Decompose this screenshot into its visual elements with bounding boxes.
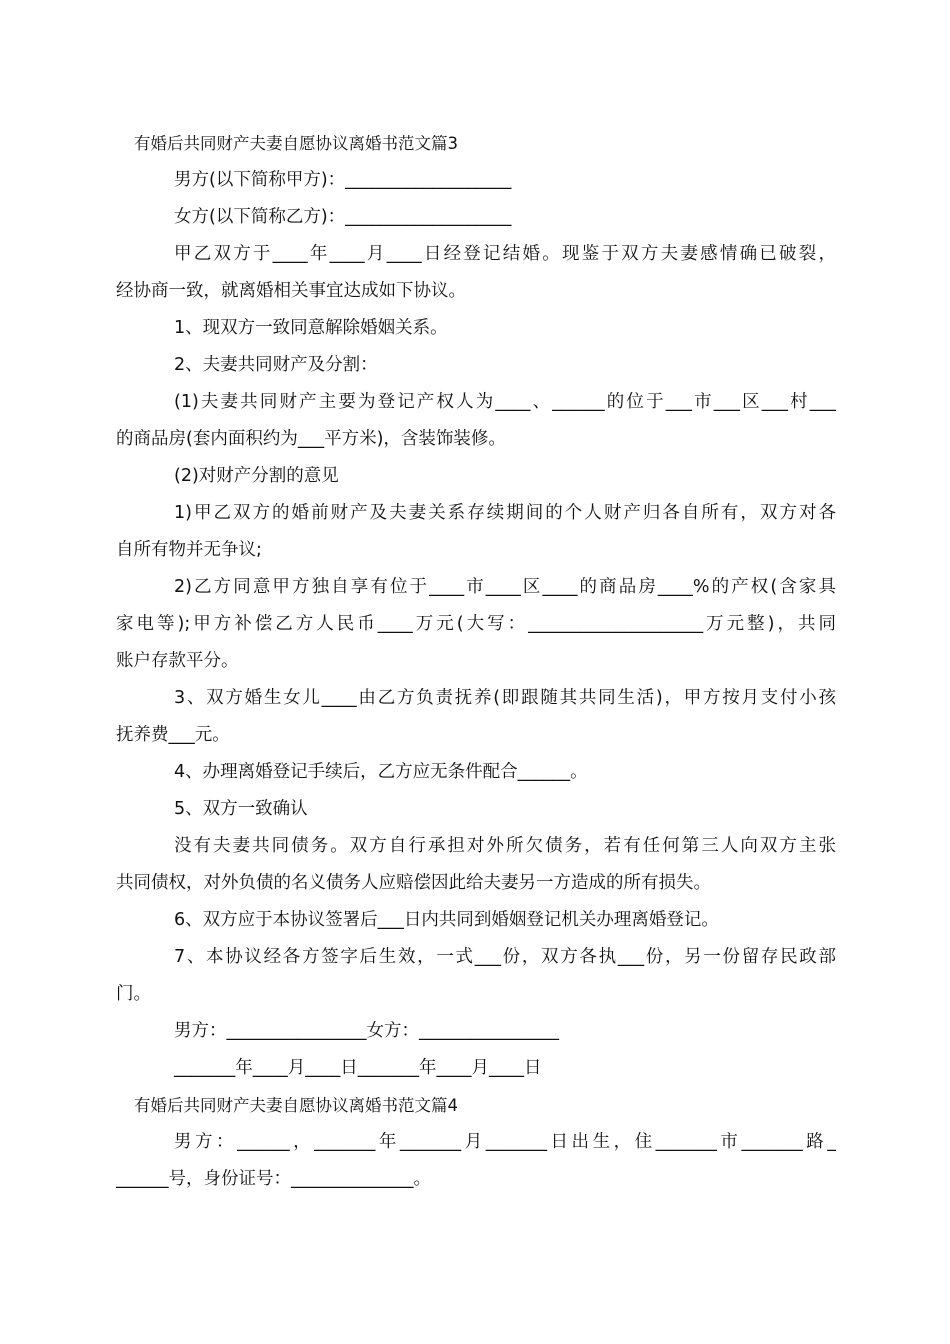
paragraph-line: (1)夫妻共同财产主要为登记产权人为____、______的位于___市___区___村___	[174, 392, 836, 412]
paragraph-line: 甲乙双方于____年____月____日经登记结婚。现鉴于双方夫妻感情确已破裂，	[174, 244, 836, 264]
paragraph-line: 2、夫妻共同财产及分割：	[174, 355, 378, 375]
paragraph-line: 账户存款平分。	[116, 651, 239, 671]
date-line: _______年____月____日_______年____月____日	[174, 1058, 542, 1078]
document-body	[116, 125, 836, 1198]
paragraph-line: ______号，身份证号：______________。	[116, 1169, 431, 1189]
paragraph-line: (2)对财产分割的意见	[174, 466, 339, 486]
paragraph-line: 7、本协议经各方签字后生效，一式___份，双方各执___份，另一份留存民政部	[174, 947, 836, 967]
paragraph-line: 男方：______，_______年_______月_______日出生，住_______市_______路_	[174, 1132, 836, 1152]
section-heading-4: 有婚后共同财产夫妻自愿协议离婚书范文篇4	[134, 1096, 458, 1115]
paragraph-line: 男方(以下简称甲方)：___________________	[174, 170, 512, 190]
paragraph-line: 1)甲乙双方的婚前财产及夫妻关系存续期间的个人财产归各自所有，双方对各	[174, 503, 836, 523]
paragraph-line: 5、双方一致确认	[174, 799, 308, 819]
paragraph-line: 自所有物并无争议;	[116, 540, 262, 560]
paragraph-line: 共同债权，对外负债的名义债务人应赔偿因此给夫妻另一方造成的所有损失。	[116, 873, 711, 893]
paragraph-line: 经协商一致，就离婚相关事宜达成如下协议。	[116, 281, 466, 301]
paragraph-line: 家电等);甲方补偿乙方人民币____万元(大写：____________________万元整)，共同	[116, 614, 836, 634]
paragraph-line: 1、现双方一致同意解除婚姻关系。	[174, 318, 448, 338]
section-heading-3: 有婚后共同财产夫妻自愿协议离婚书范文篇3	[134, 134, 458, 153]
paragraph-line: 抚养费___元。	[116, 725, 230, 745]
signature-line: 男方：________________女方：________________	[174, 1021, 559, 1041]
paragraph-line: 女方(以下简称乙方)：___________________	[174, 207, 512, 227]
paragraph-line: 的商品房(套内面积约为___平方米)，含装饰装修。	[116, 429, 506, 449]
paragraph-line: 4、办理离婚登记手续后，乙方应无条件配合______。	[174, 762, 588, 782]
paragraph-line: 6、双方应于本协议签署后___日内共同到婚姻登记机关办理离婚登记。	[174, 910, 719, 930]
paragraph-line: 3、双方婚生女儿____由乙方负责抚养(即跟随其共同生活)，甲方按月支付小孩	[174, 688, 836, 708]
paragraph-line: 没有夫妻共同债务。双方自行承担对外所欠债务，若有任何第三人向双方主张	[174, 836, 836, 856]
paragraph-line: 门。	[116, 984, 151, 1004]
paragraph-line: 2)乙方同意甲方独自享有位于____市____区____的商品房____%的产权(含家具	[174, 577, 836, 597]
